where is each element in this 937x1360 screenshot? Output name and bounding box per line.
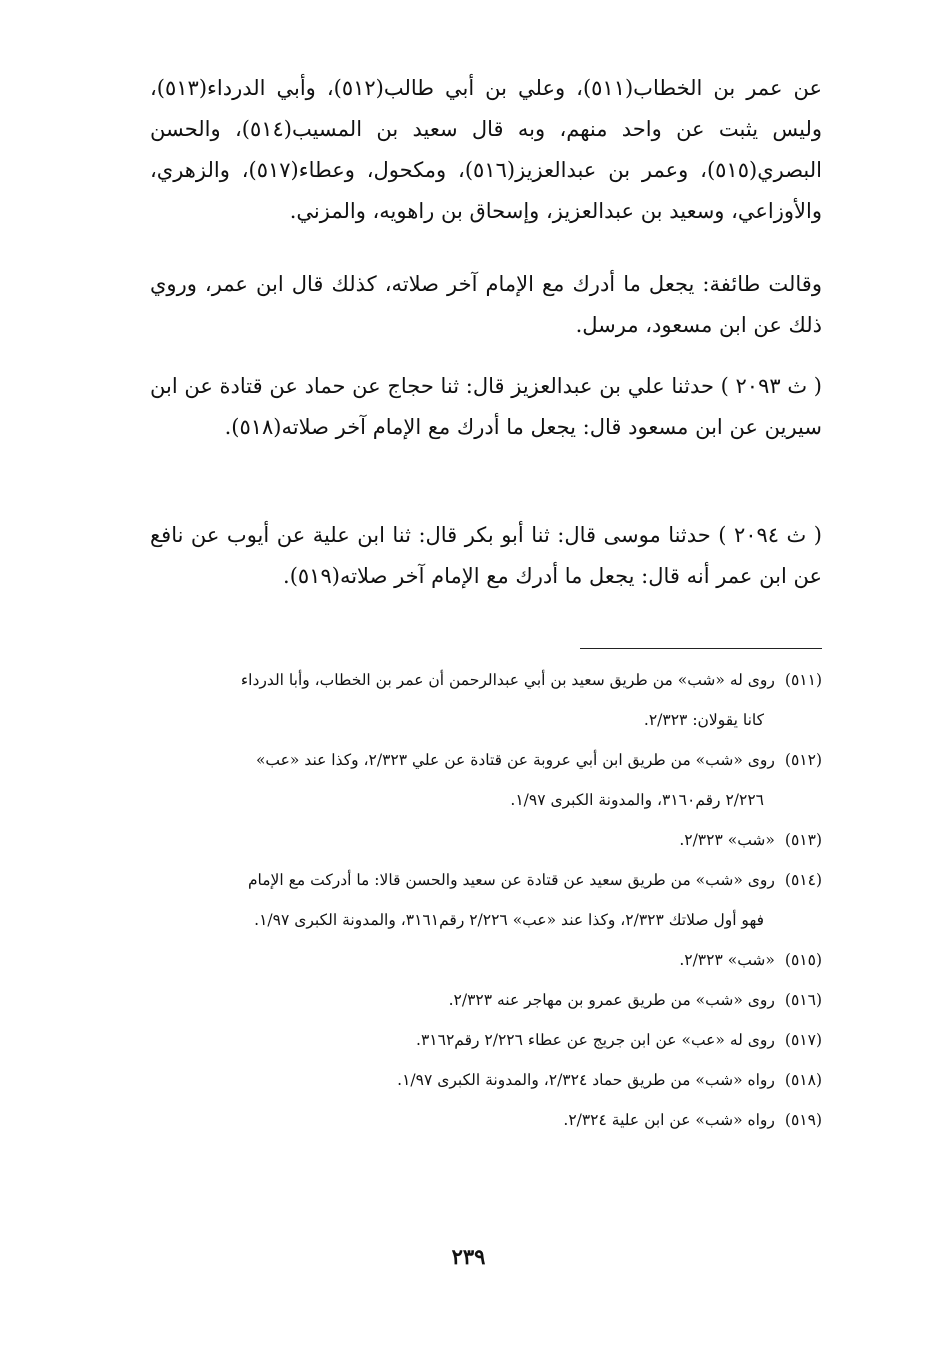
footnote-516 xyxy=(150,980,822,1020)
footnote-511 xyxy=(150,660,822,740)
footnote-513 xyxy=(150,820,822,860)
footnote-text: «شب» ٢/٣٢٣. xyxy=(679,831,775,849)
footnote-text: «شب» ٢/٣٢٣. xyxy=(679,951,775,969)
footnote-number: (٥١٨) xyxy=(784,1071,822,1089)
footnote-number: (٥١٢) xyxy=(784,751,822,769)
footnotes xyxy=(150,660,822,1140)
footnote-517 xyxy=(150,1020,822,1060)
footnote-text: روى له «عب» عن ابن جريج عن عطاء ٢/٢٢٦ رقم٣١٦٢. xyxy=(416,1031,775,1049)
footnote-number: (٥١٣) xyxy=(784,831,822,849)
footnote-text: روى «شب» من طريق سعيد عن قتادة عن سعيد والحسن قالا: ما أدركت مع الإمام xyxy=(247,871,775,889)
footnote-separator xyxy=(580,648,822,649)
footnote-number: (٥١٩) xyxy=(784,1111,822,1129)
hadith-paragraph-2093: ( ث ٢٠٩٣ ) حدثنا علي بن عبدالعزيز قال: ثنا حجاج عن حماد عن قتادة عن ابن سيرين عن ابن مسعود قال: يجعل ما أدرك مع الإمام آخر صلاته(٥١٨). xyxy=(150,374,822,439)
footnote-518 xyxy=(150,1060,822,1100)
footnote-number: (٥١٤) xyxy=(784,871,822,889)
footnote-text: رواه «شب» عن ابن علية ٢/٣٢٤. xyxy=(563,1111,775,1129)
footnote-continuation: فهو أول صلاتك ٢/٣٢٣، وكذا عند «عب» ٢/٢٢٦ رقم٣١٦١، والمدونة الكبرى ١/٩٧. xyxy=(254,911,764,929)
footnote-number: (٥١٦) xyxy=(784,991,822,1009)
footnote-512 xyxy=(150,740,822,820)
hadith-paragraph-2094: ( ث ٢٠٩٤ ) حدثنا موسى قال: ثنا أبو بكر قال: ثنا ابن علية عن أيوب عن نافع عن ابن عمر أنه قال: يجعل ما أدرك مع الإمام آخر صلاته(٥١٩). xyxy=(150,523,822,588)
footnote-text: روى له «شب» من طريق سعيد بن أبي عبدالرحمن أن عمر بن الخطاب، وأبا الدرداء xyxy=(240,671,775,689)
footnote-515 xyxy=(150,940,822,980)
body-paragraph-1: عن عمر بن الخطاب(٥١١)، وعلي بن أبي طالب(٥١٢)، وأبي الدرداء(٥١٣)، وليس يثبت عن واحد منهم، وبه قال سعيد بن المسيب(٥١٤)، والحسن البصري(٥١٥)، وعمر بن عبدالعزيز(٥١٦)، ومكحول، وعطاء(٥١٧)، والزهري، والأوزاعي، وسعيد بن عبدالعزيز، وإسحاق بن راهويه، والمزني. xyxy=(150,76,823,223)
footnote-514 xyxy=(150,860,822,940)
footnote-continuation: كانا يقولان: ٢/٣٢٣. xyxy=(643,711,764,729)
footnote-number: (٥١٥) xyxy=(784,951,822,969)
footnote-519 xyxy=(150,1100,822,1140)
footnote-text: رواه «شب» من طريق حماد ٢/٣٢٤، والمدونة الكبرى ١/٩٧. xyxy=(397,1071,775,1089)
footnote-number: (٥١٧) xyxy=(784,1031,822,1049)
footnote-continuation: ٢/٢٢٦ رقم٣١٦٠، والمدونة الكبرى ١/٩٧. xyxy=(510,791,764,809)
footnote-text: روى «شب» من طريق عمرو بن مهاجر عنه ٢/٣٢٣. xyxy=(448,991,775,1009)
body-paragraph-2: وقالت طائفة: يجعل ما أدرك مع الإمام آخر صلاته، كذلك قال ابن عمر، وروي ذلك عن ابن مسعود، مرسل. xyxy=(150,272,822,337)
page-number: ٢٣٩ xyxy=(451,1244,486,1269)
footnote-text: روى «شب» من طريق ابن أبي عروبة عن قتادة عن علي ٢/٣٢٣، وكذا عند «عب» xyxy=(255,751,775,769)
footnote-number: (٥١١) xyxy=(784,671,822,689)
